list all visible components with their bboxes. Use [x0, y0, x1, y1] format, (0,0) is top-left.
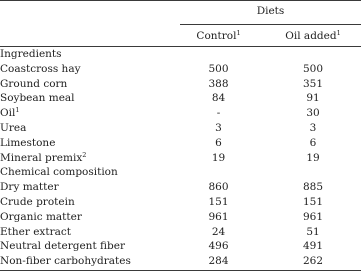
- row-label-text: Ground corn: [0, 77, 68, 90]
- footnote-marker: 1: [336, 29, 341, 37]
- cell-control: 24: [211, 225, 226, 238]
- footnote-marker: 1: [236, 29, 241, 37]
- row-label: [0, 226, 71, 239]
- cell-oil-added: 30: [306, 107, 320, 120]
- row-label-text: Chemical composition: [0, 166, 118, 179]
- row-label: [0, 255, 131, 268]
- cell-oil-added: 151: [302, 196, 324, 208]
- cell-oil-added: 51: [306, 225, 320, 238]
- group-header-rule: [180, 24, 361, 25]
- row-label: [0, 181, 59, 194]
- diets-group-header: Diets: [256, 5, 285, 17]
- row-label: [0, 107, 19, 120]
- cell-oil-added: 491: [302, 240, 324, 253]
- row-label: [0, 152, 86, 165]
- cell-control: 860: [208, 181, 229, 194]
- row-label: [0, 211, 82, 224]
- row-label-text: Organic matter: [0, 210, 82, 223]
- cell-oil-added: 91: [306, 92, 320, 105]
- row-label-text: Non-fiber carbohydrates: [0, 255, 131, 268]
- footnote-marker: 2: [82, 150, 87, 159]
- row-label: [0, 92, 75, 105]
- cell-oil-added: 500: [302, 62, 324, 75]
- row-label: [0, 63, 81, 76]
- row-label: [0, 137, 55, 150]
- column-header-label: Oil added: [285, 30, 337, 42]
- cell-oil-added: 351: [302, 77, 324, 90]
- cell-oil-added: 3: [309, 122, 317, 134]
- row-label-text: Urea: [0, 122, 27, 134]
- column-header-control: [180, 30, 257, 43]
- cell-control: 19: [211, 151, 226, 164]
- row-label: [0, 166, 118, 179]
- cell-oil-added: 885: [302, 181, 324, 194]
- cell-control: 84: [211, 92, 226, 105]
- row-label-text: Soybean meal: [0, 92, 75, 105]
- cell-control: 496: [208, 240, 229, 253]
- cell-control: 500: [208, 62, 229, 75]
- row-label: [0, 196, 75, 209]
- cell-control: 388: [208, 77, 229, 90]
- row-label: [0, 240, 125, 253]
- cell-oil-added: 6: [309, 136, 317, 149]
- cell-oil-added: 19: [306, 151, 320, 164]
- cell-oil-added: 961: [302, 210, 324, 223]
- header-bottom-rule: [0, 46, 361, 47]
- top-rule: [0, 0, 361, 1]
- column-header-label: Control: [196, 30, 237, 42]
- row-label: [0, 122, 26, 135]
- row-label: [0, 48, 62, 61]
- cell-control: 3: [215, 122, 222, 134]
- row-label: [0, 78, 67, 91]
- row-label-text: Ether extract: [0, 225, 71, 238]
- column-header-oil-added: [267, 30, 359, 43]
- cell-control: 961: [208, 210, 229, 223]
- row-label-text: Crude protein: [0, 196, 75, 208]
- cell-control: 151: [208, 196, 229, 208]
- row-label-text: Dry matter: [0, 181, 59, 194]
- footnote-marker: 1: [15, 106, 20, 115]
- bottom-rule: [0, 270, 361, 271]
- cell-control: 6: [215, 136, 222, 149]
- cell-control: -: [216, 107, 221, 120]
- row-label-text: Limestone: [0, 136, 56, 149]
- row-label-text: Coastcross hay: [0, 62, 81, 75]
- row-label-text: Neutral detergent fiber: [0, 240, 125, 253]
- cell-oil-added: 262: [302, 255, 324, 268]
- row-label-text: Oil: [0, 107, 16, 120]
- row-label-text: Ingredients: [0, 48, 62, 60]
- row-label-text: Mineral premix: [0, 151, 83, 164]
- cell-control: 284: [208, 255, 229, 268]
